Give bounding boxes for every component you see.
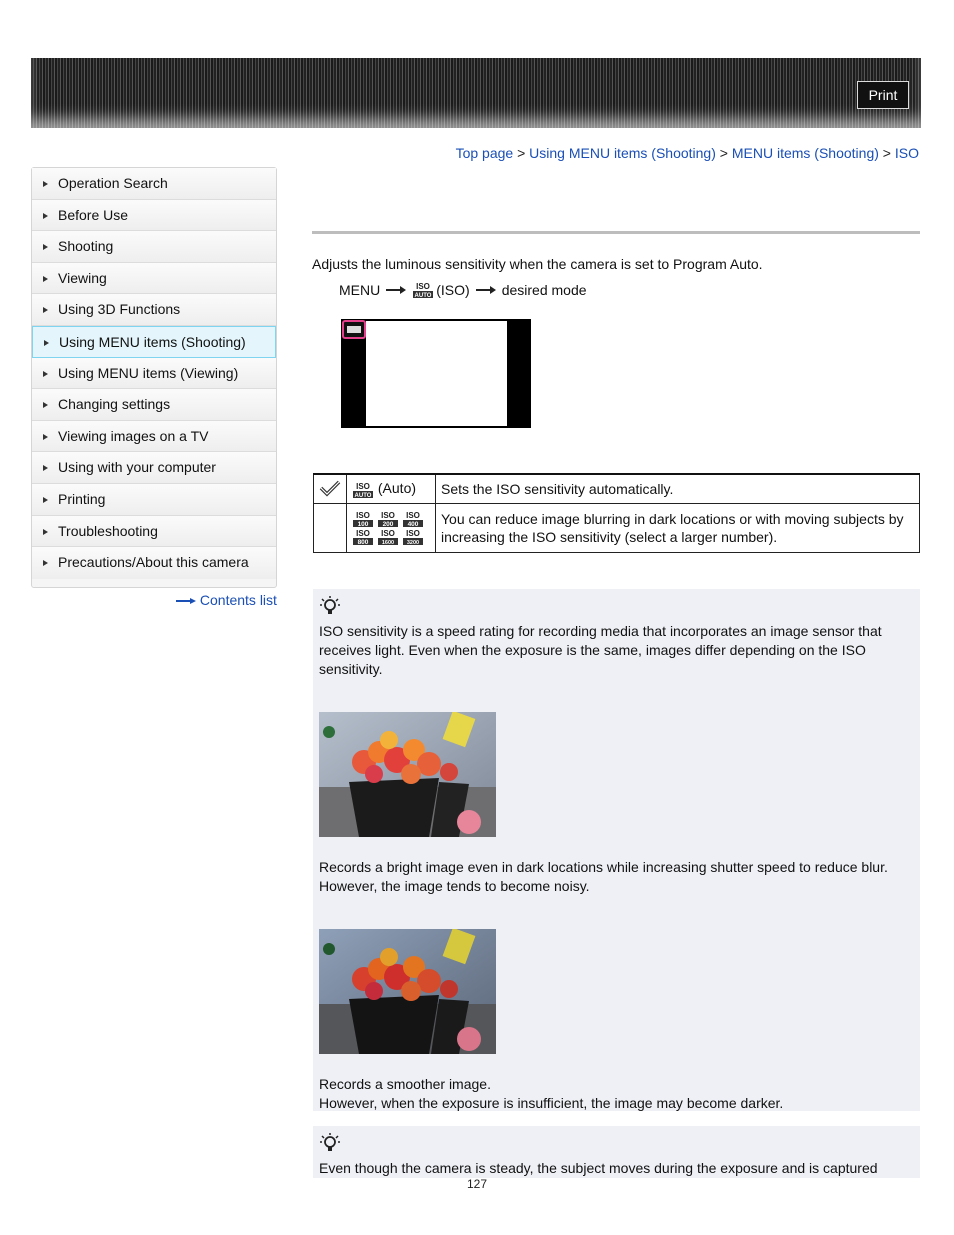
sidebar-item-label: Viewing (58, 269, 107, 286)
iso-value-icon (352, 511, 374, 527)
hint-text: Records a bright image even in dark locations while increasing shutter speed to reduce blur. (319, 859, 888, 875)
sidebar-item-changing-settings[interactable] (32, 389, 276, 421)
screen-display-area (366, 321, 507, 426)
svg-text:ISO: ISO (406, 529, 420, 538)
svg-text:ISO: ISO (416, 282, 431, 291)
iso-values-cell (347, 504, 436, 553)
svg-text:ISO: ISO (356, 529, 370, 538)
arrow-right-icon (43, 465, 48, 471)
arrow-right-icon (43, 497, 48, 503)
svg-text:ISO: ISO (356, 481, 370, 491)
arrow-right-icon (43, 244, 48, 250)
sidebar-item-label: Using MENU items (Viewing) (58, 364, 239, 381)
breadcrumb-top-page[interactable]: Top page (455, 145, 514, 161)
iso-value-text: 1600 (381, 540, 395, 545)
iso-value-text: 800 (357, 539, 369, 545)
iso-value-icon (402, 511, 424, 527)
sidebar-item-label: Precautions/About this camera (58, 554, 249, 571)
sidebar-item-before-use[interactable] (32, 200, 276, 232)
flower-photo-high-iso (319, 712, 496, 837)
iso-value-text: 100 (357, 521, 369, 527)
sidebar-item-label: Troubleshooting (58, 522, 158, 539)
hint-text: Records a smoother image. (319, 1076, 491, 1092)
iso-auto-text: AUTO (354, 492, 372, 498)
sidebar-nav (31, 167, 277, 588)
sidebar-item-label: Operation Search (58, 175, 168, 191)
breadcrumb-separator: > (719, 145, 728, 161)
sidebar-item-label: Using with your computer (58, 459, 216, 476)
breadcrumb (456, 145, 919, 161)
iso-auto-icon (352, 482, 374, 498)
intro-text: Adjusts the luminous sensitivity when the camera is set to Program Auto. (312, 256, 763, 272)
iso-value-icon (377, 511, 399, 527)
breadcrumb-separator: > (517, 145, 526, 161)
flower-photo-low-iso (319, 929, 496, 1054)
arrow-right-icon (43, 181, 48, 187)
menu-path-menu: MENU (339, 282, 381, 298)
sidebar-item-shooting[interactable] (32, 231, 276, 263)
arrow-right-icon (43, 560, 48, 566)
sidebar-item-operation-search[interactable] (32, 168, 276, 200)
arrow-right-icon (43, 213, 48, 219)
camera-screen-image (341, 319, 531, 428)
menu-icon (342, 320, 366, 339)
print-button[interactable]: Print (857, 81, 909, 109)
svg-text:ISO: ISO (381, 529, 395, 538)
sidebar-item-label: Changing settings (58, 396, 171, 413)
breadcrumb-iso[interactable]: ISO (894, 145, 919, 161)
menu-path-iso: (ISO) (436, 282, 470, 298)
iso-values-grid (352, 511, 430, 545)
auto-option-desc: Sets the ISO sensitivity automatically. (436, 474, 920, 504)
menu-path (339, 282, 587, 298)
sidebar-item-troubleshooting[interactable] (32, 516, 276, 548)
hint-text: Even though the camera is steady, the subject moves during the exposure and is captured (319, 1160, 878, 1176)
arrow-right-icon (44, 340, 49, 346)
arrow-right-icon (176, 598, 196, 604)
hint-box-blur (313, 1126, 920, 1178)
hint-bulb-icon (319, 595, 341, 617)
hint-text: ISO sensitivity is a speed rating for recording media that incorporates an image sensor that receives light. Even when the exposure is the same, images differ depending on the ISO sensitivity. (319, 623, 882, 677)
iso-auto-icon (412, 282, 434, 298)
arrow-right-icon (43, 434, 48, 440)
sidebar-item-label: Shooting (58, 238, 114, 255)
breadcrumb-menu-items-shooting[interactable]: MENU items (Shooting) (731, 145, 879, 161)
sidebar-item-viewing[interactable] (32, 263, 276, 295)
sidebar-item-printing[interactable] (32, 484, 276, 516)
contents-list-label: Contents list (199, 592, 277, 608)
iso-value-text: 400 (407, 521, 419, 527)
sidebar-item-menu-viewing[interactable] (32, 358, 276, 390)
empty-cell (314, 504, 347, 553)
contents-list-link[interactable] (176, 592, 277, 608)
arrow-right-icon (43, 402, 48, 408)
sidebar-item-3d-functions[interactable] (32, 294, 276, 326)
sidebar-item-computer[interactable] (32, 452, 276, 484)
iso-auto-text: AUTO (414, 293, 432, 298)
checkmark-icon (319, 479, 341, 497)
arrow-right-icon (43, 529, 48, 535)
menu-path-mode: desired mode (501, 282, 587, 298)
arrow-right-icon (43, 371, 48, 377)
arrow-right-icon (476, 285, 496, 295)
iso-value-icon (377, 529, 399, 545)
svg-text:ISO: ISO (356, 511, 370, 520)
iso-options-table (313, 473, 920, 553)
auto-option-label: (Auto) (377, 480, 417, 497)
arrow-right-icon (43, 307, 48, 313)
sidebar-item-menu-shooting[interactable] (32, 326, 276, 358)
sidebar-item-label: Viewing images on a TV (58, 427, 209, 444)
hint-text: However, when the exposure is insufficient, the image may become darker. (319, 1095, 784, 1111)
arrow-right-icon (43, 276, 48, 282)
default-check-cell (314, 474, 347, 504)
sidebar-item-label: Using MENU items (Shooting) (59, 333, 246, 350)
auto-option-cell (347, 474, 436, 504)
sidebar-item-precautions[interactable] (32, 547, 276, 579)
sidebar-item-label: Before Use (58, 206, 129, 223)
svg-text:ISO: ISO (381, 511, 395, 520)
iso-value-text: 3200 (406, 540, 420, 545)
sidebar-item-label: Printing (58, 490, 106, 507)
breadcrumb-separator: > (882, 145, 891, 161)
svg-text:ISO: ISO (406, 511, 420, 520)
hint-bulb-icon (319, 1132, 341, 1154)
sidebar-item-label: Using 3D Functions (58, 301, 181, 318)
title-rule (312, 231, 920, 234)
iso-value-text: 200 (382, 521, 394, 527)
hint-text: However, the image tends to become noisy. (319, 878, 590, 894)
breadcrumb-using-menu-shooting[interactable]: Using MENU items (Shooting) (529, 145, 716, 161)
iso-value-icon (402, 529, 424, 545)
page-number: 127 (466, 1177, 488, 1191)
header-bar (31, 58, 921, 128)
hint-box-iso (313, 589, 920, 1111)
arrow-right-icon (386, 285, 406, 295)
sidebar-item-viewing-tv[interactable] (32, 421, 276, 453)
table-row (314, 474, 920, 504)
iso-values-desc: You can reduce image blurring in dark locations or with moving subjects by increasing the ISO sensitivity (select a larger number). (436, 504, 920, 553)
table-row (314, 504, 920, 553)
iso-value-icon (352, 529, 374, 545)
